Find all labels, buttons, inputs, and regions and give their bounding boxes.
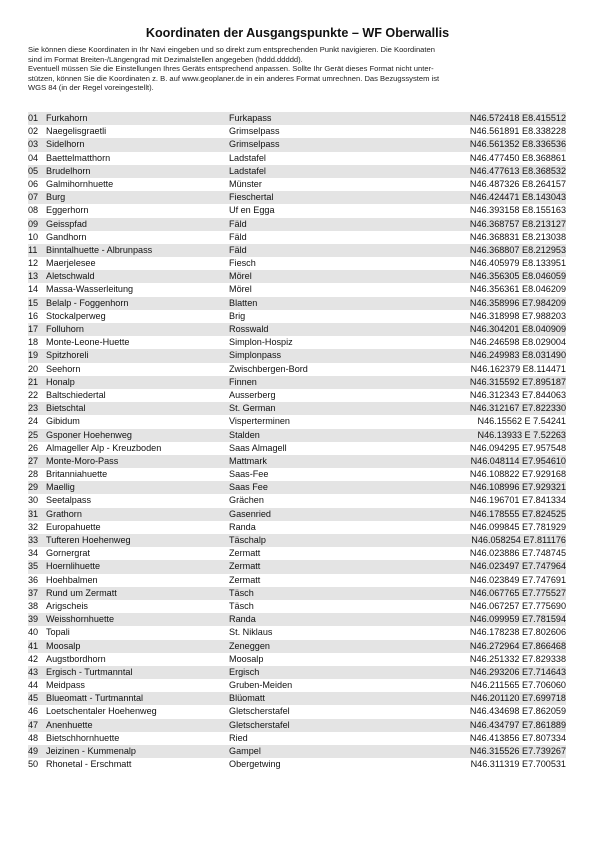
point-name: Aletschwald [46,271,95,282]
coordinates-value: N46.058254 E7.811176 [471,535,566,545]
table-row [28,112,566,125]
coordinates-value: N46.162379 E8.114471 [470,363,566,374]
start-place: Grimselpass [229,139,280,150]
table-row [28,218,566,231]
table-row [28,758,566,771]
point-name: Hoehbalmen [46,574,98,585]
coordinates-value: N46.356305 E8.046059 [469,271,566,282]
point-number: 15 [28,297,39,308]
start-place: Zeneggen [229,640,270,651]
table-row [28,231,566,244]
point-name: Maellig [46,482,75,493]
start-place: Ladstafel [229,165,266,176]
point-number: 44 [28,680,39,691]
start-place: Täschalp [229,535,266,545]
point-number: 45 [28,693,39,704]
point-name: Honalp [46,376,75,387]
table-row [28,679,566,692]
coordinates-table [28,112,566,771]
start-place: Visperterminen [229,416,290,427]
start-place: Ausserberg [229,389,276,400]
start-place: Münster [229,178,262,189]
start-place: Mörel [229,271,252,282]
start-place: Brig [229,310,246,321]
table-row [28,415,566,428]
point-name: Rund um Zermatt [46,587,117,598]
start-place: Gletscherstafel [229,719,290,730]
table-row [28,376,566,389]
point-number: 06 [28,178,39,189]
table-row [28,587,566,600]
point-name: Seetalpass [46,495,91,506]
start-place: Randa [229,521,256,532]
point-name: Grathorn [46,508,82,519]
coordinates-value: N46.315592 E7.895187 [469,376,566,387]
coordinates-value: N46.356361 E8.046209 [469,284,566,295]
intro-line: Sie können diese Koordinaten in Ihr Navi eingeben und so direkt zum entsprechenden Punkt navigieren. Die Koordinaten [28,45,435,54]
coordinates-value: N46.487326 E8.264157 [469,178,566,189]
start-place: Zermatt [229,574,261,585]
start-place: Saas Almagell [229,442,287,453]
start-place: Simplonpass [229,350,282,361]
point-name: Baettelmatthorn [46,152,111,163]
coordinates-value: N46.023886 E7.748745 [469,548,566,559]
start-place: Fäld [229,231,247,242]
point-name: Naegelisgraetli [46,126,107,137]
point-number: 14 [28,284,39,295]
coordinates-value: N46.572418 E8.415512 [469,113,566,123]
start-place: Moosalp [229,653,264,664]
point-name: Jeizinen - Kummenalp [46,746,136,756]
coordinates-value: N46.424471 E8.143043 [469,192,566,203]
table-row [28,705,566,718]
start-place: Saas-Fee [229,469,269,480]
intro-line: WGS 84 (in der Regel voreingestellt). [28,83,154,93]
coordinates-value: N46.368807 E8.212953 [469,244,566,255]
table-row [28,508,566,521]
document-title: Koordinaten der Ausgangspunkte – WF Oberwallis [145,26,450,40]
start-place: Ergisch [229,666,260,677]
point-name: Eggerhorn [46,205,89,216]
coordinates-value: N46.15562 E 7.54241 [477,416,566,427]
coordinates-value: N46.067765 E7.775527 [469,587,566,598]
start-place: Finnen [229,376,257,387]
coordinates-value: N46.477450 E8.368861 [469,152,566,163]
coordinates-value: N46.318998 E7.988203 [469,310,566,321]
start-place: Ried [229,732,248,743]
coordinates-value: N46.312343 E7.844063 [469,389,566,400]
point-number: 04 [28,152,39,163]
point-name: Seehorn [46,363,81,374]
point-number: 28 [28,469,39,480]
point-number: 26 [28,442,39,453]
point-number: 12 [28,258,39,269]
table-row [28,640,566,653]
point-number: 37 [28,587,39,598]
start-place: Blatten [229,297,258,308]
point-number: 05 [28,165,39,176]
coordinates-value: N46.312167 E7.822330 [469,403,566,414]
point-number: 19 [28,350,39,361]
point-name: Gandhorn [46,231,87,242]
coordinates-value: N46.413856 E7.807334 [469,732,566,743]
coordinates-value: N46.477613 E8.368532 [469,165,566,176]
start-place: Ladstafel [229,152,266,163]
table-row [28,719,566,732]
point-number: 43 [28,666,39,677]
table-row [28,600,566,613]
point-name: Arigscheis [46,600,88,611]
table-row [28,692,566,705]
point-name: Weisshornhuette [46,614,115,625]
coordinates-value: N46.315526 E7.739267 [469,746,566,756]
coordinates-value: N46.023497 E7.747964 [469,561,566,572]
table-row [28,574,566,587]
point-name: Gsponer Hoehenweg [46,429,132,440]
point-name: Binntalhuette - Albrunpass [46,244,153,255]
coordinates-value: N46.094295 E7.957548 [469,442,566,453]
table-row [28,626,566,639]
table-row [28,138,566,151]
start-place: Furkapass [229,113,272,123]
table-row [28,363,566,376]
point-name: Almageller Alp - Kreuzboden [46,442,162,453]
table-row [28,494,566,507]
point-number: 27 [28,455,39,466]
point-name: Monte-Leone-Huette [46,337,130,348]
point-number: 07 [28,192,39,203]
start-place: Täsch [229,587,254,598]
point-number: 40 [28,627,39,638]
coordinates-value: N46.368757 E8.213127 [469,218,566,229]
point-name: Baltschiedertal [46,389,106,400]
point-name: Ergisch - Turtmanntal [46,666,133,677]
table-row [28,732,566,745]
start-place: Gampel [229,746,261,756]
point-number: 38 [28,600,39,611]
point-name: Furkahorn [46,113,88,123]
table-row [28,389,566,402]
point-name: Rhonetal - Erschmatt [46,759,132,770]
point-number: 01 [28,113,39,123]
intro-line: Eventuell müssen Sie die Einstellungen Ihres Geräts entsprechend anpassen. Sollte Ihr Gerät dieses Format nicht unter- [28,64,434,74]
point-name: Loetschentaler Hoehenweg [46,706,157,717]
start-place: Täsch [229,600,254,611]
point-name: Gibidum [46,416,80,427]
coordinates-value: N46.023849 E7.747691 [469,574,566,585]
coordinates-value: N46.178555 E7.824525 [469,508,566,519]
coordinates-value: N46.178238 E7.802606 [469,627,566,638]
intro-line: sind im Format Breiten-/Längengrad mit Dezimalstellen angegeben (hddd.ddddd). [28,54,303,64]
point-number: 10 [28,231,39,242]
table-row [28,666,566,679]
coordinates-value: N46.293206 E7.714643 [469,666,566,677]
point-number: 32 [28,521,39,532]
start-place: Saas Fee [229,482,268,493]
point-name: Europahuette [46,521,101,532]
point-number: 23 [28,403,39,414]
point-name: Gornergrat [46,548,90,559]
table-row [28,613,566,626]
table-row [28,297,566,310]
start-place: Gletscherstafel [229,706,290,717]
point-name: Folluhorn [46,324,84,334]
table-row [28,429,566,442]
start-place: Rosswald [229,324,269,334]
table-row [28,283,566,296]
start-place: Grächen [229,495,264,506]
start-place: Zermatt [229,548,261,559]
table-row [28,349,566,362]
coordinates-value: N46.196701 E7.841334 [469,495,566,506]
point-number: 21 [28,376,39,387]
point-name: Anenhuette [46,719,93,730]
point-number: 35 [28,561,39,572]
point-number: 16 [28,310,39,321]
start-place: Zermatt [229,561,261,572]
table-row [28,442,566,455]
point-name: Maerjelesee [46,258,96,269]
point-number: 47 [28,719,39,730]
table-row [28,547,566,560]
point-number: 02 [28,126,39,137]
table-row [28,323,566,336]
coordinates-value: N46.099959 E7.781594 [469,614,566,625]
table-row [28,178,566,191]
start-place: Uf en Egga [229,205,275,216]
table-row [28,165,566,178]
point-name: Massa-Wasserleitung [46,284,134,295]
coordinates-value: N46.393158 E8.155163 [469,205,566,216]
point-name: Hoernlihuette [46,561,101,572]
point-name: Galmihornhuette [46,178,114,189]
point-number: 09 [28,218,39,229]
point-number: 31 [28,508,39,519]
point-number: 22 [28,389,39,400]
point-number: 49 [28,746,39,756]
point-name: Moosalp [46,640,81,651]
start-place: Grimselpass [229,126,280,137]
table-row [28,257,566,270]
intro-line: stützen, können Sie die Koordinaten z. B. auf www.geoplaner.de in ein anderes Format umrechnen. Das Bezugssystem ist [28,73,440,83]
start-place: Fäld [229,244,247,255]
point-name: Augstbordhorn [46,653,106,664]
coordinates-value: N46.272964 E7.866468 [469,640,566,651]
start-place: St. German [229,403,276,414]
point-name: Blueomatt - Turtmanntal [46,693,144,704]
coordinates-value: N46.304201 E8.040909 [469,324,566,334]
coordinates-value: N46.251332 E7.829338 [469,653,566,664]
coordinates-value: N46.246598 E8.029004 [469,337,566,348]
point-number: 48 [28,732,39,743]
table-row [28,534,566,547]
table-row [28,336,566,349]
table-row [28,191,566,204]
table-row [28,653,566,666]
table-row [28,745,566,758]
start-place: Simplon-Hospiz [229,337,293,348]
point-number: 39 [28,614,39,625]
point-number: 50 [28,759,39,770]
coordinates-value: N46.561891 E8.338228 [469,126,566,137]
point-name: Bietschhornhuette [46,732,120,743]
point-number: 17 [28,324,39,334]
point-name: Burg [46,192,66,203]
point-name: Geisspfad [46,218,87,229]
point-number: 41 [28,640,39,651]
coordinates-value: N46.405979 E8.133951 [469,258,566,269]
intro-text [28,45,570,93]
coordinates-value: N46.211565 E7.706060 [470,680,566,691]
table-row [28,204,566,217]
point-number: 20 [28,363,39,374]
start-place: Mörel [229,284,252,295]
start-place: Obergetwing [229,759,281,770]
table-row [28,481,566,494]
coordinates-value: N46.358996 E7.984209 [469,297,566,308]
table-row [28,402,566,415]
point-number: 33 [28,535,39,545]
coordinates-value: N46.13933 E 7.52263 [477,429,566,440]
table-row [28,560,566,573]
point-number: 18 [28,337,39,348]
point-number: 13 [28,271,39,282]
start-place: Fiesch [229,258,256,269]
start-place: Blüomatt [229,693,265,704]
point-name: Bietschtal [46,403,86,414]
point-number: 24 [28,416,39,427]
table-row [28,468,566,481]
table-row [28,455,566,468]
start-place: Gruben-Meiden [229,680,293,691]
table-row [28,310,566,323]
point-name: Britanniahuette [46,469,108,480]
coordinates-value: N46.108822 E7.929168 [469,469,566,480]
coordinates-value: N46.249983 E8.031490 [469,350,566,361]
point-number: 34 [28,548,39,559]
start-place: Randa [229,614,256,625]
table-row [28,270,566,283]
coordinates-value: N46.561352 E8.336536 [469,139,566,150]
point-name: Sidelhorn [46,139,85,150]
start-place: Zwischbergen-Bord [229,363,308,374]
point-number: 29 [28,482,39,493]
table-row [28,521,566,534]
point-name: Spitzhoreli [46,350,89,361]
start-place: Mattmark [229,455,267,466]
point-number: 36 [28,574,39,585]
coordinates-value: N46.434797 E7.861889 [469,719,566,730]
point-name: Monte-Moro-Pass [46,455,119,466]
point-number: 42 [28,653,39,664]
table-row [28,244,566,257]
point-name: Brudelhorn [46,165,91,176]
coordinates-value: N46.434698 E7.862059 [469,706,566,717]
coordinates-value: N46.108996 E7.929321 [469,482,566,493]
point-number: 03 [28,139,39,150]
point-name: Topali [46,627,70,638]
table-row [28,152,566,165]
point-number: 25 [28,429,39,440]
point-name: Meidpass [46,680,85,691]
point-name: Stockalperweg [46,310,106,321]
coordinates-value: N46.048114 E7.954610 [470,455,566,466]
table-row [28,125,566,138]
coordinates-value: N46.099845 E7.781929 [469,521,566,532]
coordinates-value: N46.368831 E8.213038 [469,231,566,242]
point-name: Tufteren Hoehenweg [46,535,131,545]
point-name: Belalp - Foggenhorn [46,297,129,308]
start-place: St. Niklaus [229,627,273,638]
point-number: 08 [28,205,39,216]
coordinates-value: N46.311319 E7.700531 [470,759,566,770]
start-place: Stalden [229,429,260,440]
coordinates-value: N46.067257 E7.775690 [469,600,566,611]
start-place: Fieschertal [229,192,274,203]
point-number: 46 [28,706,39,717]
start-place: Gasenried [229,508,271,519]
start-place: Fäld [229,218,247,229]
point-number: 11 [28,244,38,255]
coordinates-value: N46.201120 E7.699718 [470,693,566,704]
point-number: 30 [28,495,39,506]
